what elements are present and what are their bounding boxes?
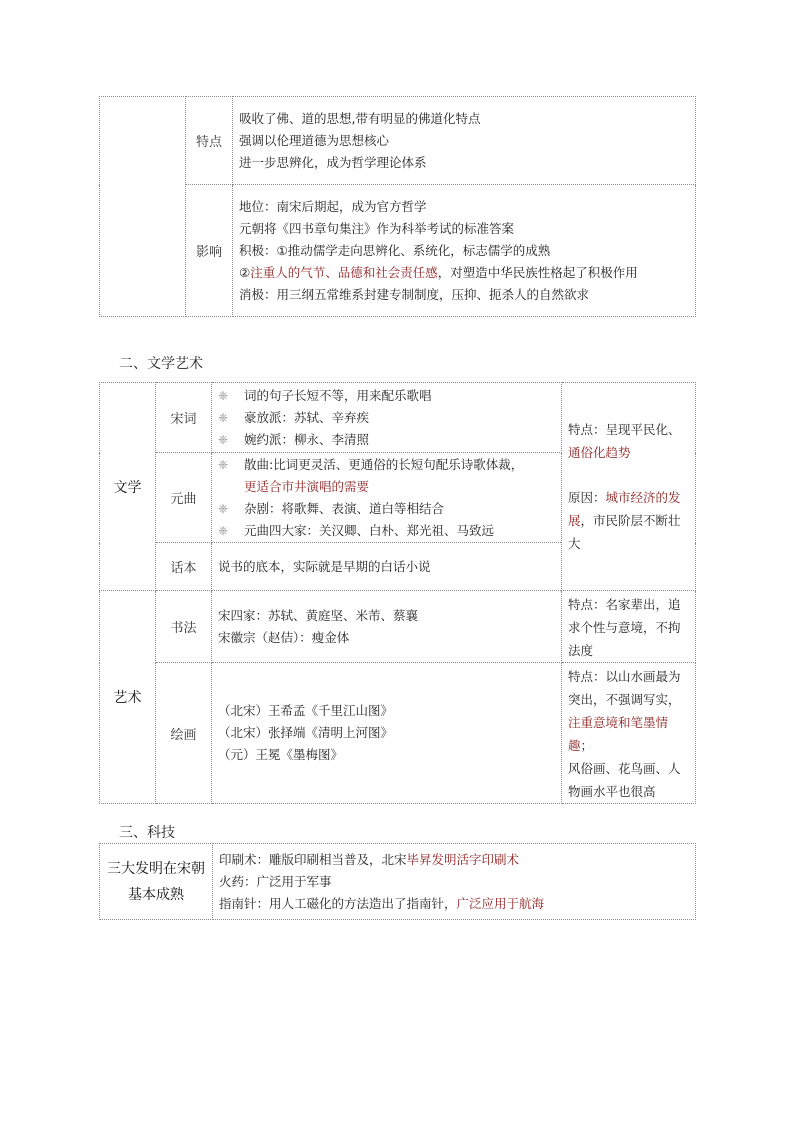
blank-cell [100, 97, 186, 317]
songci-content [212, 383, 562, 453]
bullet-icon: ❈ [218, 501, 229, 516]
painting-content [212, 663, 562, 804]
category-label-literature: 文学 [100, 383, 156, 591]
calligraphy-content [212, 591, 562, 663]
list-item-text: 豪放派：苏轼、辛弃疾 [244, 409, 370, 425]
text-line: 进一步思辨化，成为哲学理论体系 [239, 154, 427, 170]
circled-number: ② [239, 264, 251, 280]
highlight-text: 注重意境和笔墨情趣 [568, 715, 669, 753]
list-item-text: 散曲:比词更灵活、更通俗的长短句配乐诗歌体裁， [244, 456, 524, 472]
bullet-icon: ❈ [218, 457, 229, 472]
bullet-icon: ❈ [218, 388, 229, 403]
literature-art-table [99, 382, 696, 804]
neo-confucianism-table [99, 96, 696, 317]
category-label-art: 艺术 [100, 591, 156, 804]
text-line [219, 893, 695, 915]
bullet-icon: ❈ [218, 432, 229, 447]
highlight-text: 广泛应用于航海 [456, 895, 545, 911]
text-line [239, 262, 695, 284]
calligraphy-note: 特点：名家辈出，追求个性与意境，不拘法度 [562, 591, 696, 663]
text-fragment: 风俗画、花鸟画、人物画水平也很高 [568, 761, 681, 799]
row-label-yuanqu: 元曲 [156, 453, 212, 543]
text-fragment: ，市民阶层不断壮大 [568, 513, 681, 551]
section-heading-technology: 三、科技 [119, 825, 175, 841]
row-label-painting: 绘画 [156, 663, 212, 804]
note-paragraph [568, 418, 689, 464]
text-line: 元朝将《四书章句集注》作为科举考试的标准答案 [239, 220, 515, 236]
text-fragment: 印刷术：雕版印刷相当普及，北宋 [219, 851, 407, 867]
list-item [218, 429, 561, 451]
text-fragment: 原因： [568, 490, 606, 505]
list-item [218, 454, 561, 476]
text-fragment: 特点：以山水画最为突出，不强调写实， [568, 669, 681, 707]
text-line: 强调以伦理道德为思想核心 [239, 132, 390, 148]
highlight-text: 注重人的气节、品德和社会责任感 [250, 264, 438, 280]
list-item [218, 498, 561, 520]
list-item-text: 元曲四大家：关汉卿、白朴、郑光祖、马致远 [244, 522, 495, 538]
section-heading-literature-art: 二、文学艺术 [119, 356, 203, 372]
text-line: （北宋）张择端《清明上河图》 [218, 725, 394, 740]
row-label-features: 特点 [186, 97, 233, 185]
list-item-text: 婉约派：柳永、李清照 [244, 431, 370, 447]
list-item [218, 407, 561, 429]
text-line: 火药：广泛用于军事 [219, 873, 332, 889]
list-item-continuation [218, 476, 561, 498]
features-content [233, 97, 696, 185]
text-line: 宋四家：苏轼、黄庭坚、米芾、蔡襄 [218, 607, 419, 623]
text-fragment: 特点：呈现平民化、 [568, 422, 681, 437]
text-line: 吸收了佛、道的思想,带有明显的佛道化特点 [239, 110, 481, 126]
text-line: （北宋）王希孟《千里江山图》 [218, 703, 394, 718]
text-fragment: ，对塑造中华民族性格起了积极作用 [437, 264, 638, 280]
note-paragraph [568, 486, 689, 555]
row-label-huaben: 话本 [156, 543, 212, 591]
highlight-text: 更适合市井演唱的需要 [244, 478, 370, 494]
list-item-text: 词的句子长短不等，用来配乐歌唱 [244, 387, 432, 403]
list-item [218, 520, 561, 542]
influence-content [233, 185, 696, 317]
text-line: 宋徽宗（赵佶）：瘦金体 [218, 629, 350, 645]
text-line [219, 849, 695, 871]
list-item [218, 385, 561, 407]
text-fragment: 指南针：用人工磁化的方法造出了指南针， [219, 895, 457, 911]
highlight-text: 通俗化趋势 [568, 445, 631, 460]
bullet-icon: ❈ [218, 410, 229, 425]
painting-note [562, 663, 696, 804]
yuanqu-content [212, 453, 562, 543]
category-label-inventions: 三大发明在宋朝基本成熟 [100, 844, 213, 920]
text-line: 消极：用三纲五常维系封建专制制度，压抑、扼杀人的自然欲求 [239, 286, 590, 302]
technology-table [99, 843, 696, 920]
highlight-text: 毕昇发明活字印刷术 [406, 851, 520, 867]
highlight-text: 城市经济的发展 [568, 490, 681, 528]
row-label-songci: 宋词 [156, 383, 212, 453]
row-label-calligraphy: 书法 [156, 591, 212, 663]
row-label-influence: 影响 [186, 185, 233, 317]
text-line: 地位：南宋后期起，成为官方哲学 [239, 198, 427, 214]
text-fragment: ； [580, 738, 594, 753]
inventions-content [213, 844, 696, 920]
huaben-content: 说书的底本，实际就是早期的白话小说 [212, 543, 562, 591]
text-line: 积极：①推动儒学走向思辨化、系统化，标志儒学的成熟 [239, 242, 551, 258]
list-item-text: 杂剧：将歌舞、表演、道白等相结合 [244, 500, 445, 516]
text-line: （元）王冕《墨梅图》 [218, 747, 344, 762]
bullet-icon: ❈ [218, 523, 229, 538]
literature-note [562, 383, 696, 591]
